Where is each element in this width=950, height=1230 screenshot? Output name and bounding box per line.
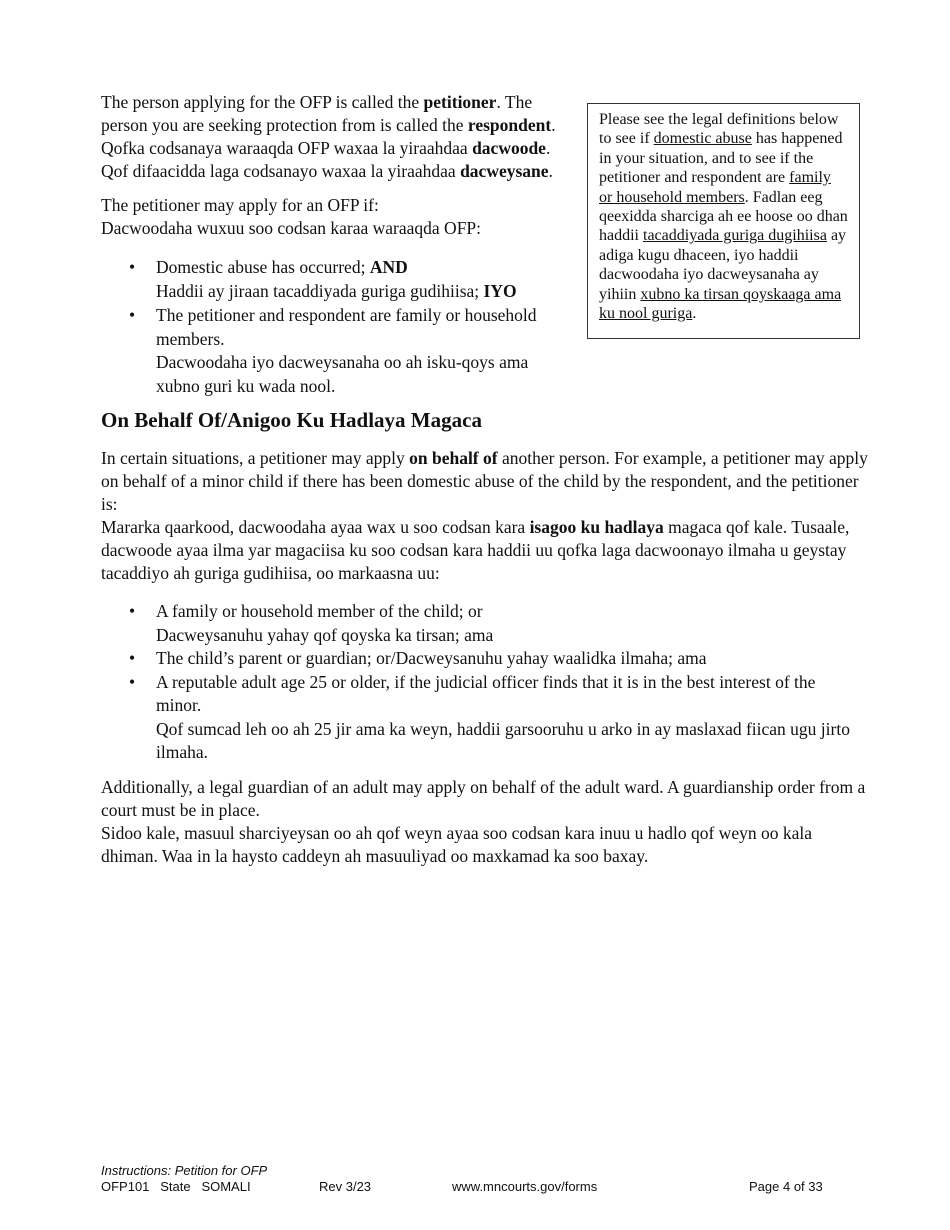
link-tacaddiyada-guriga: tacaddiyada guriga dugihiisa: [643, 227, 827, 245]
footer-title: Instructions: Petition for OFP: [101, 1163, 268, 1178]
footer-page-number: Page 4 of 33: [749, 1179, 823, 1194]
petitioner-types-list: [101, 600, 861, 765]
term-dacwoode: dacwoode: [472, 138, 546, 158]
list-item: • Domestic abuse has occurred; AND Haddii ay jiraan tacaddiyada guriga gudihiisa; IYO: [101, 256, 561, 303]
list-item: • A reputable adult age 25 or older, if the judicial officer finds that it is in the best interest of the minor. Qof sumcad leh oo ah 25 jir ama ka weyn, haddii garsooruhu u arko in ay maslaxad fiican ugu jirto ilmaha.: [101, 671, 861, 765]
conditions-list: [101, 256, 561, 399]
page-footer: [101, 1163, 861, 1195]
footer-form-id: OFP101 State SOMALI: [101, 1179, 251, 1194]
term-dacweysane: dacweysane: [460, 161, 549, 181]
list-item: • The child’s parent or guardian; or/Dacweysanuhu yahay waalidka ilmaha; ama: [101, 647, 861, 671]
term-respondent: respondent: [467, 115, 552, 135]
list-item: • A family or household member of the child; or Dacweysanuhu yahay qof qoyska ka tirsan; ama: [101, 600, 861, 647]
link-family-household-members: family or household members: [599, 169, 831, 206]
footer-revision: Rev 3/23: [319, 1179, 372, 1194]
intro-definitions: The person applying for the OFP is called the petitioner. The person you are seeking protection from is called the respondent. Qofka codsanaya waraaqda OFP waxaa la yiraahdaa dacwoode. Qof difaacidda laga codsanayo waxaa la yiraahdaa dacweysane.: [101, 92, 556, 181]
link-domestic-abuse: domestic abuse: [653, 130, 752, 148]
term-petitioner: petitioner: [423, 92, 497, 112]
section-heading: On Behalf Of/Anigoo Ku Hadlaya Magaca: [101, 408, 482, 432]
may-apply-text: The petitioner may apply for an OFP if: Dacwoodaha wuxuu soo codsan karaa waraaqda OFP:: [101, 195, 482, 238]
additional-paragraph: Additionally, a legal guardian of an adult may apply on behalf of the adult ward. A guardianship order from a court must be in place. Sidoo kale, masuul sharciyeysan oo ah qof weyn ayaa soo codsan kara inuu u hadlo qof weyn oo kala dhiman. Waa in la haysto caddeyn ah masuuliyad oo maxkamad ka soo baxay.: [101, 777, 866, 866]
link-xubno-qoyska: xubno ka tirsan qoyskaaga ama ku nool guriga: [599, 285, 842, 323]
footer-url: www.mncourts.gov/forms: [452, 1179, 598, 1194]
list-item: • The petitioner and respondent are family or household members. Dacwoodaha iyo dacweysanaha oo ah isku-qoys ama xubno guri ku wada nool.: [101, 304, 561, 398]
intro-section: [101, 91, 581, 240]
on-behalf-paragraph: In certain situations, a petitioner may apply on behalf of another person. For example, a petitioner may apply on behalf of a minor child if there has been domestic abuse of the child by the respondent, and the petitioner is: Mararka qaarkood, dacwoodaha ayaa wax u soo codsan kara isagoo ku hadlaya magaca qof kale. Tusaale, dacwoode ayaa ilma yar magaciisa ku soo codsan kara haddii uu qofka laga dacwoonayo ilmaha u geystay tacaddiyo ah guriga gudihiisa, oo markaasna uu:: [101, 448, 868, 583]
legal-definitions-note: Please see the legal definitions below to see if domestic abuse has happened in your situation, and to see if the petitioner and respondent are family or household members. Fadlan eeg qeexidda sharciga ah ee hoose oo dhan haddii tacaddiyada guriga dugihiisa ay adiga kugu dhaceen, iyo haddii dacwoodaha iyo dacweysanaha ay yihiin xubno ka tirsan qoyskaaga ama ku nool guriga.: [587, 103, 860, 339]
